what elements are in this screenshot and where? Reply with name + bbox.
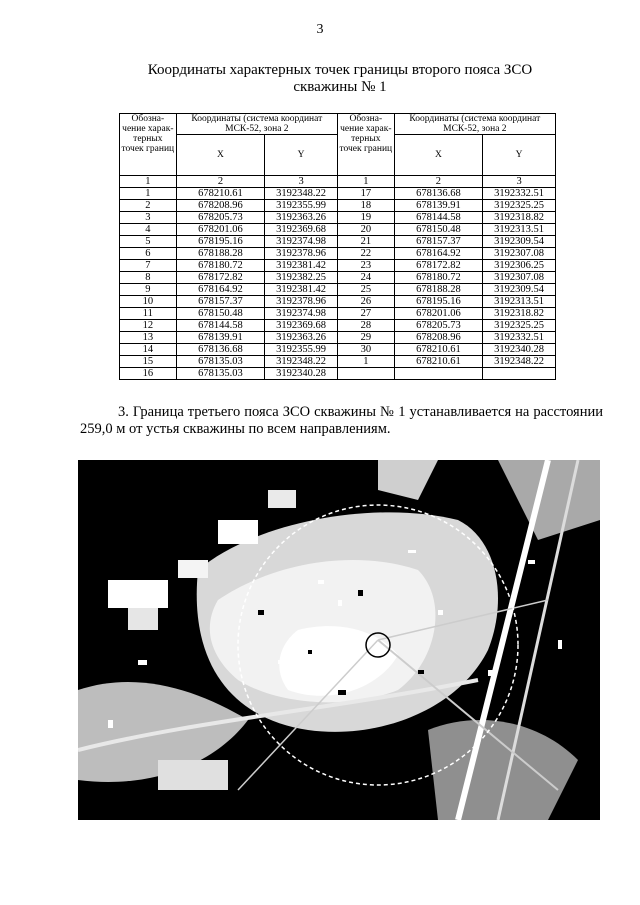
table-cell: 3192318.82 [483,308,556,320]
table-cell: 3192355.99 [265,200,338,212]
table-cell: 13 [120,332,177,344]
table-row [120,260,556,272]
col-number: 2 [176,176,265,188]
table-cell: 678172.82 [394,260,483,272]
table-cell: 678205.73 [394,320,483,332]
header-coords-right: Координаты (система координат МСК-52, зона 2 [394,114,555,135]
table-cell: 9 [120,284,177,296]
table-cell: 678144.58 [176,320,265,332]
page-number: 3 [316,22,324,37]
table-cell: 678201.06 [394,308,483,320]
table-cell [337,368,394,380]
table-row [120,296,556,308]
table-cell: 678136.68 [176,344,265,356]
title-line-1: Координаты характерных точек границы второго пояса ЗСО [147,62,533,78]
table-cell: 2 [120,200,177,212]
table-cell [483,368,556,380]
document-title [80,62,600,96]
table-row [120,236,556,248]
header-point-left: Обозна-чение харак-терных точек границ [120,114,177,176]
table-cell: 3192325.25 [483,200,556,212]
table-cell: 678139.91 [394,200,483,212]
table-cell: 678164.92 [176,284,265,296]
table-cell: 678157.37 [176,296,265,308]
table-cell: 27 [337,308,394,320]
aerial-map-graphic [78,460,600,820]
table-cell: 3192313.51 [483,224,556,236]
table-cell: 20 [337,224,394,236]
col-number: 3 [265,176,338,188]
col-number: 2 [394,176,483,188]
table-cell: 678208.96 [394,332,483,344]
table-cell: 18 [337,200,394,212]
table-cell: 678188.28 [176,248,265,260]
table-cell: 678150.48 [394,224,483,236]
table-cell [394,368,483,380]
table-cell: 678180.72 [176,260,265,272]
table-cell: 3192378.96 [265,248,338,260]
table-row [120,224,556,236]
table-cell: 22 [337,248,394,260]
table-cell: 25 [337,284,394,296]
aerial-map-image [78,460,600,820]
table-cell: 28 [337,320,394,332]
table-cell: 3 [120,212,177,224]
table-row [120,356,556,368]
table-row [120,248,556,260]
header-x-right: X [394,135,483,176]
table-cell: 678210.61 [176,188,265,200]
table-cell: 3192348.22 [265,188,338,200]
table-cell: 8 [120,272,177,284]
col-number: 1 [337,176,394,188]
table-row [120,188,556,200]
table-cell: 678136.68 [394,188,483,200]
table-cell: 3192306.25 [483,260,556,272]
table-row [120,284,556,296]
table-cell: 678172.82 [176,272,265,284]
header-point-right: Обозна-чение харак-терных точек границ [337,114,394,176]
table-cell: 21 [337,236,394,248]
paragraph-third-zone: 3. Граница третьего пояса ЗСО скважины № 1 устанавливается на расстоянии 259,0 м от устья скважины по всем направлениям. [80,404,603,437]
table-row [120,344,556,356]
col-number: 3 [483,176,556,188]
table-cell: 12 [120,320,177,332]
table-cell: 11 [120,308,177,320]
table-cell: 3192309.54 [483,284,556,296]
table-cell: 678195.16 [176,236,265,248]
table-cell: 17 [337,188,394,200]
table-cell: 3192318.82 [483,212,556,224]
table-cell: 29 [337,332,394,344]
table-cell: 7 [120,260,177,272]
table-cell: 3192374.98 [265,236,338,248]
table-cell: 24 [337,272,394,284]
table-cell: 678210.61 [394,344,483,356]
table-cell: 23 [337,260,394,272]
table-cell: 26 [337,296,394,308]
table-cell: 15 [120,356,177,368]
header-y-right: Y [483,135,556,176]
table-cell: 678157.37 [394,236,483,248]
table-cell: 4 [120,224,177,236]
table-cell: 678150.48 [176,308,265,320]
table-cell: 678188.28 [394,284,483,296]
table-cell: 3192382.25 [265,272,338,284]
table-cell: 678139.91 [176,332,265,344]
table-row [120,308,556,320]
table-cell: 16 [120,368,177,380]
table-cell: 3192381.42 [265,284,338,296]
table-row [120,332,556,344]
table-cell: 678135.03 [176,368,265,380]
table-cell: 3192363.26 [265,212,338,224]
table-cell: 3192309.54 [483,236,556,248]
table-row [120,320,556,332]
table-cell: 3192348.22 [483,356,556,368]
table-cell: 3192378.96 [265,296,338,308]
table-cell: 3192348.22 [265,356,338,368]
table-row [120,212,556,224]
table-cell: 3192340.28 [483,344,556,356]
table-row [120,368,556,380]
table-cell: 3192369.68 [265,224,338,236]
table-cell: 14 [120,344,177,356]
table-row [120,200,556,212]
table-cell: 3192340.28 [265,368,338,380]
header-x-left: X [176,135,265,176]
table-cell: 6 [120,248,177,260]
table-cell: 10 [120,296,177,308]
table-cell: 678205.73 [176,212,265,224]
table-cell: 3192355.99 [265,344,338,356]
header-y-left: Y [265,135,338,176]
table-cell: 678144.58 [394,212,483,224]
table-row [120,272,556,284]
header-coords-left: Координаты (система координат МСК-52, зона 2 [176,114,337,135]
table-cell: 3192374.98 [265,308,338,320]
table-cell: 3192313.51 [483,296,556,308]
table-cell: 1 [337,356,394,368]
coordinates-table-body [120,188,556,380]
table-cell: 678208.96 [176,200,265,212]
table-cell: 678164.92 [394,248,483,260]
table-cell: 678201.06 [176,224,265,236]
table-cell: 5 [120,236,177,248]
col-number: 1 [120,176,177,188]
table-cell: 3192381.42 [265,260,338,272]
table-cell: 19 [337,212,394,224]
table-cell: 678135.03 [176,356,265,368]
table-cell: 3192307.08 [483,248,556,260]
table-cell: 3192332.51 [483,332,556,344]
table-cell: 678210.61 [394,356,483,368]
table-cell: 678195.16 [394,296,483,308]
table-cell: 3192307.08 [483,272,556,284]
table-cell: 3192332.51 [483,188,556,200]
title-line-2: скважины № 1 [293,79,387,95]
coordinates-table [119,113,556,380]
table-cell: 678180.72 [394,272,483,284]
table-cell: 1 [120,188,177,200]
table-cell: 3192363.26 [265,332,338,344]
table-cell: 3192369.68 [265,320,338,332]
table-cell: 30 [337,344,394,356]
table-cell: 3192325.25 [483,320,556,332]
